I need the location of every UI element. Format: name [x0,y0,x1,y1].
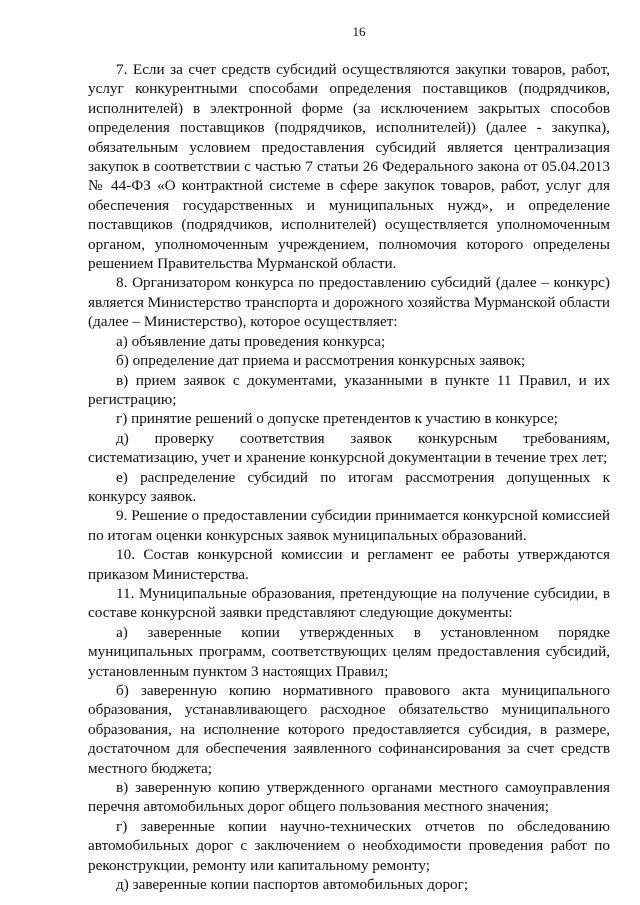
paragraph-11: 11. Муниципальные образования, претендующие на получение субсидии, в составе конкурсной заявки представляют следующие документы: [88,584,610,622]
document-body [88,60,610,894]
paragraph-10: 10. Состав конкурсной комиссии и регламент ее работы утверждаются приказом Министерства. [88,546,610,583]
paragraph-8: 8. Организатором конкурса по предоставлению субсидий (далее – конкурс) является Министерство транспорта и дорожного хозяйства Мурманской области (далее – Министерство), которое осуществляет: [88,274,610,331]
list-item-11e: д) заверенные копии паспортов автомобильных дорог; [116,876,469,894]
list-item-11c: в) заверенную копию утвержденного органами местного самоуправления перечня автомобильных дорог общего пользования местного значения; [88,779,610,816]
list-item-11d: г) заверенные копии научно-технических отчетов по обследованию автомобильных дорог с заключением о необходимости проведения работ по реконструкции, ремонту или капитальному ремонту; [88,817,610,874]
paragraph-9: 9. Решение о предоставлении субсидии принимается конкурсной комиссией по итогам оценки конкурсных заявок муниципальных образований. [88,507,610,544]
list-item-11a: а) заверенные копии утвержденных в установленном порядке муниципальных программ, соответствующих целям предоставления субсидий, установленным пунктом 3 настоящих Правил; [88,623,610,680]
list-item-8e: д) проверку соответствия заявок конкурсным требованиям, систематизацию, учет и хранение конкурсной документации в течение трех лет; [88,429,610,467]
list-item-8c: в) прием заявок с документами, указанными в пункте 11 Правил, и их регистрацию; [88,371,610,408]
paragraph-7: 7. Если за счет средств субсидий осуществляются закупки товаров, работ, услуг конкурентными способами определения поставщиков (подрядчиков, исполнителей) в электронной форме (за исключением закрытых способов определения поставщиков (подрядчиков, исполнителей)) (далее - закупка), обязательным условием предоставления субсидий является централизация закупок в соответствии с частью 7 статьи 26 Федерального закона от 05.04.2013 № 44-ФЗ «О контрактной системе в сфере закупок товаров, работ, услуг для обеспечения государственных и муниципальных нужд», и определение поставщиков (подрядчиков, исполнителей) осуществляется уполномоченным органом, уполномоченным учреждением, полномочия которого определены решением Правительства Мурманской области. [88,61,610,273]
list-item-8a: а) объявление даты проведения конкурса; [116,332,386,350]
list-item-8d: г) принятие решений о допуске претендентов к участию в конкурсе; [116,410,558,428]
list-item-8b: б) определение дат приема и рассмотрения конкурсных заявок; [116,352,526,370]
list-item-8f: е) распределение субсидий по итогам рассмотрения допущенных к конкурсу заявок. [88,468,610,505]
list-item-11b: б) заверенную копию нормативного правового акта муниципального образования, устанавливающего расходное обязательство муниципального образования, на исполнение которого предоставляется субсидия, в размере, достаточном для обеспечения заявленного софинансирования за счет средств местного бюджета; [88,682,610,777]
page-number: 16 [352,24,366,39]
